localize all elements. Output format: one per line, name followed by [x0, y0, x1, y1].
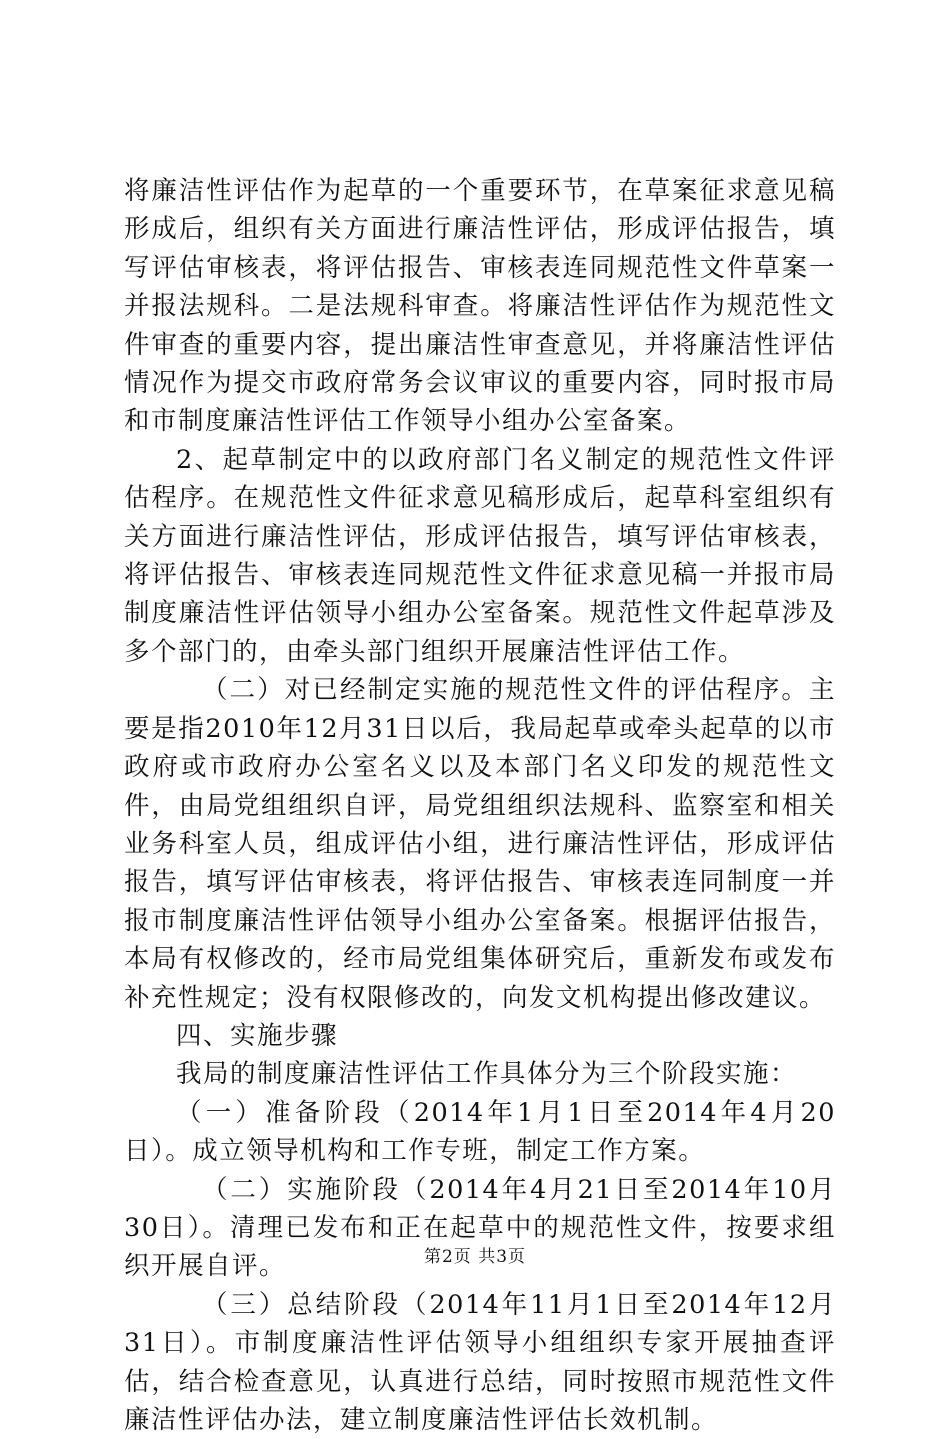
page-footer [0, 1246, 950, 1268]
paragraph-stage-implementation: （二）实施阶段（2014年4月21日至2014年10月30日）。清理已发布和正在起草中的规范性文件，按要求组织开展自评。 [124, 1174, 836, 1282]
paragraph-existing-documents: （二）对已经制定实施的规范性文件的评估程序。主要是指2010年12月31日以后，我局起草或牵头起草的以市政府或市政府办公室名义以及本部门名义印发的规范性文件，由局党组组织自评，局党组组织法规科、监察室和相关业务科室人员，组成评估小组，进行廉洁性评估，形成评估报告，填写评估审核表，将评估报告、审核表连同制度一并报市制度廉洁性评估领导小组办公室备案。根据评估报告，本局有权修改的，经市局党组集体研究后，重新发布或发布补充性规定；没有权限修改的，向发文机构提出修改建议。 [124, 675, 836, 1013]
page-number: 第2页 共3页 [423, 1247, 527, 1267]
paragraph-stage-summary: （三）总结阶段（2014年11月1日至2014年12月31日）。市制度廉洁性评估领导小组组织专家开展抽查评估，结合检查意见，认真进行总结，同时按照市规范性文件廉洁性评估办法，建立制度廉洁性评估长效机制。 [124, 1289, 836, 1435]
section-heading-steps: 四、实施步骤 [176, 1020, 339, 1051]
paragraph-stage-preparation: （一）准备阶段（2014年1月1日至2014年4月20日）。成立领导机构和工作专班，制定工作方案。 [124, 1097, 836, 1167]
paragraph-stages-intro: 我局的制度廉洁性评估工作具体分为三个阶段实施： [176, 1059, 798, 1090]
paragraph-department-procedure: 2、起草制定中的以政府部门名义制定的规范性文件评估程序。在规范性文件征求意见稿形成后，起草科室组织有关方面进行廉洁性评估，形成评估报告，填写评估审核表，将评估报告、审核表连同规范性文件征求意见稿一并报市局制度廉洁性评估领导小组办公室备案。规范性文件起草涉及多个部门的，由牵头部门组织开展廉洁性评估工作。 [124, 444, 836, 667]
paragraph-drafting-review: 将廉洁性评估作为起草的一个重要环节，在草案征求意见稿形成后，组织有关方面进行廉洁性评估，形成评估报告，填写评估审核表，将评估报告、审核表连同规范性文件草案一并报法规科。二是法规科审查。将廉洁性评估作为规范性文件审查的重要内容，提出廉洁性审查意见，并将廉洁性评估情况作为提交市政府常务会议审议的重要内容，同时报市局和市制度廉洁性评估工作领导小组办公室备案。 [124, 176, 836, 437]
